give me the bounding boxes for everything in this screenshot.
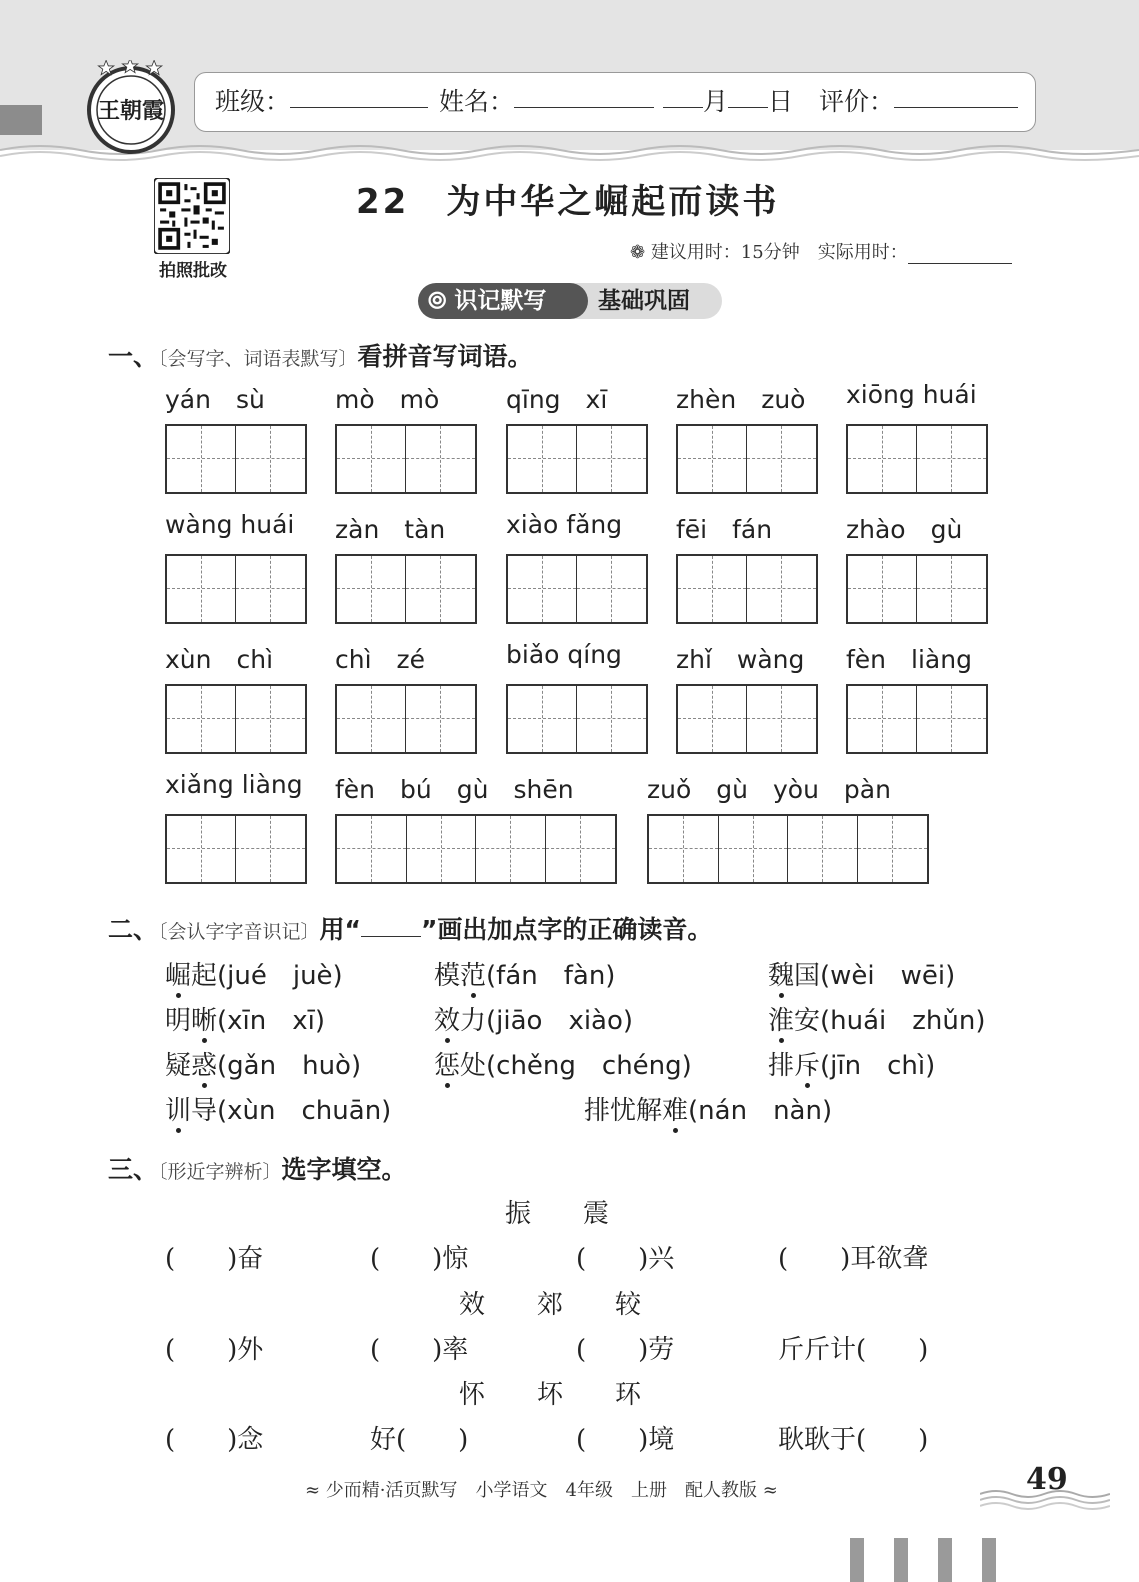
month-label: 月	[703, 87, 729, 116]
pinyin-label: xiōng huái	[846, 380, 977, 409]
writing-grid[interactable]	[846, 554, 988, 624]
fill-blank-item[interactable]: ( )境	[576, 1425, 675, 1455]
grid-cell[interactable]	[678, 426, 747, 492]
character-choices: 效 郊 较	[459, 1290, 642, 1320]
grid-cell[interactable]	[577, 686, 646, 752]
grid-cell[interactable]	[407, 816, 477, 882]
time-info	[630, 238, 1012, 264]
fill-blank-item[interactable]: ( )念	[165, 1425, 264, 1455]
pronunciation-item[interactable]: 淮安(huái zhǔn)	[768, 1000, 986, 1037]
grid-cell[interactable]	[577, 426, 646, 492]
dotted-character: 晰	[191, 1000, 217, 1037]
dotted-character: 斥	[794, 1045, 820, 1082]
writing-grid[interactable]	[506, 684, 648, 754]
clock-icon: ❁	[630, 242, 651, 263]
writing-grid[interactable]	[506, 554, 648, 624]
day-label: 日	[768, 87, 794, 116]
question-1-heading: 一、〔会写字、词语表默写〕看拼音写词语。	[108, 342, 533, 371]
writing-grid[interactable]	[335, 554, 477, 624]
time-info-text: 建议用时：15分钟 实际用时：	[650, 242, 908, 263]
pinyin-label: xiǎng liàng	[165, 770, 303, 799]
grid-cell[interactable]	[719, 816, 789, 882]
writing-grid[interactable]	[335, 814, 617, 884]
dotted-character: 范	[460, 955, 486, 992]
pinyin-label: zhào gù	[846, 515, 963, 544]
character-choices: 怀 坏 环	[459, 1380, 642, 1410]
writing-grid[interactable]	[676, 554, 818, 624]
dotted-character: 难	[662, 1090, 688, 1127]
pinyin-label: fèn bú gù shēn	[335, 775, 574, 804]
writing-grid[interactable]	[676, 424, 818, 494]
writing-grid[interactable]	[165, 814, 307, 884]
grid-cell[interactable]	[167, 816, 236, 882]
dotted-character: 效	[434, 1000, 460, 1037]
pronunciation-item[interactable]: 魏国(wèi wēi)	[768, 955, 955, 992]
dotted-character: 训	[165, 1090, 191, 1127]
pinyin-label: qīng xī	[506, 385, 608, 414]
section-badge	[418, 283, 722, 319]
grid-cell[interactable]	[848, 426, 917, 492]
pronunciation-item[interactable]: 明晰(xīn xī)	[165, 1000, 325, 1037]
pinyin-label: zhèn zuò	[676, 385, 806, 414]
grid-cell[interactable]	[236, 686, 305, 752]
grid-cell[interactable]	[747, 426, 816, 492]
fill-blank-item[interactable]: 耿耿于( )	[778, 1425, 929, 1455]
brand-logo	[84, 60, 178, 154]
character-choices: 振 震	[505, 1199, 610, 1229]
grid-cell[interactable]	[406, 556, 475, 622]
fill-blank-item[interactable]: ( )奋	[165, 1244, 264, 1274]
grid-cell[interactable]	[577, 556, 646, 622]
pinyin-label: yán sù	[165, 385, 265, 414]
class-field[interactable]	[215, 73, 428, 131]
pronunciation-item[interactable]: 模范(fán fàn)	[434, 955, 615, 992]
fill-blank-item[interactable]: ( )劳	[576, 1335, 675, 1365]
grid-cell[interactable]	[337, 816, 407, 882]
name-label: 姓名：	[439, 87, 515, 116]
fill-blank-item[interactable]: 好( )	[370, 1425, 469, 1455]
pinyin-label: zàn tàn	[335, 515, 446, 544]
grid-cell[interactable]	[167, 686, 236, 752]
footer-text: ≈ 少而精·活页默写 小学语文 4年级 上册 配人教版 ≈	[305, 1480, 778, 1501]
question-3-heading: 三、〔形近字辨析〕选字填空。	[108, 1155, 407, 1184]
student-info-bar	[194, 72, 1036, 132]
pinyin-label: fēi fán	[676, 515, 773, 544]
pronunciation-item[interactable]: 训导(xùn chuān)	[165, 1090, 391, 1127]
grid-cell[interactable]	[236, 426, 305, 492]
pronunciation-item[interactable]: 疑惑(gǎn huò)	[165, 1045, 361, 1082]
writing-grid[interactable]	[335, 684, 477, 754]
left-tab-decoration	[0, 105, 42, 135]
fill-blank-item[interactable]: ( )率	[370, 1335, 469, 1365]
page-number: 49	[1026, 1462, 1068, 1497]
pinyin-label: biǎo qíng	[506, 640, 622, 669]
pronunciation-item[interactable]: 排忧解难(nán nàn)	[584, 1090, 832, 1127]
grid-cell[interactable]	[848, 686, 917, 752]
dotted-character: 崛	[165, 955, 191, 992]
medal-icon: ⦾	[428, 288, 447, 314]
pinyin-label: zhǐ wàng	[676, 645, 805, 674]
section-main-label: ⦾ 识记默写	[418, 283, 588, 319]
page-number-wave	[980, 1486, 1110, 1512]
evaluation-field[interactable]	[819, 73, 1018, 131]
qr-label: 拍照批改	[159, 261, 227, 281]
grid-cell[interactable]	[236, 556, 305, 622]
fill-blank-item[interactable]: 斤斤计( )	[778, 1335, 929, 1365]
lesson-title: 22 为中华之崛起而读书	[356, 182, 780, 222]
grid-cell[interactable]	[167, 426, 236, 492]
writing-grid[interactable]	[165, 684, 307, 754]
dotted-character: 惑	[191, 1045, 217, 1082]
grid-cell[interactable]	[337, 686, 406, 752]
grid-cell[interactable]	[406, 686, 475, 752]
dotted-character: 惩	[434, 1045, 460, 1082]
writing-grid[interactable]	[676, 684, 818, 754]
writing-grid[interactable]	[165, 554, 307, 624]
writing-grid[interactable]	[165, 424, 307, 494]
grid-cell[interactable]	[406, 426, 475, 492]
question-2-heading: 二、〔会认字字音识记〕用“ ”画出加点字的正确读音。	[108, 910, 712, 946]
grid-cell[interactable]	[649, 816, 719, 882]
fill-blank-item[interactable]: ( )惊	[370, 1244, 469, 1274]
grid-cell[interactable]	[917, 426, 986, 492]
grid-cell[interactable]	[788, 816, 858, 882]
pinyin-label: xiào fǎng	[506, 510, 623, 539]
fill-blank-item[interactable]: ( )兴	[576, 1244, 675, 1274]
grid-cell[interactable]	[917, 686, 986, 752]
writing-grid[interactable]	[506, 424, 648, 494]
pinyin-label: chì zé	[335, 645, 426, 674]
dotted-character: 淮	[768, 1000, 794, 1037]
grid-cell[interactable]	[476, 816, 546, 882]
grid-cell[interactable]	[508, 686, 577, 752]
grid-cell[interactable]	[337, 426, 406, 492]
pinyin-label: fèn liàng	[846, 645, 972, 674]
grid-cell[interactable]	[858, 816, 928, 882]
pinyin-label: wàng huái	[165, 510, 295, 539]
writing-grid[interactable]	[846, 424, 988, 494]
writing-grid[interactable]	[335, 424, 477, 494]
name-field[interactable]	[439, 73, 654, 131]
grid-cell[interactable]	[167, 556, 236, 622]
pinyin-label: mò mò	[335, 385, 440, 414]
qr-code-icon[interactable]	[154, 178, 230, 254]
pronunciation-item[interactable]: 排斥(jīn chì)	[768, 1045, 935, 1082]
date-field[interactable]	[663, 73, 793, 131]
writing-grid[interactable]	[647, 814, 929, 884]
evaluation-label: 评价：	[819, 87, 895, 116]
grid-cell[interactable]	[508, 426, 577, 492]
writing-grid[interactable]	[846, 684, 988, 754]
pronunciation-item[interactable]: 惩处(chěng chéng)	[434, 1045, 692, 1082]
grid-cell[interactable]	[508, 556, 577, 622]
pronunciation-item[interactable]: 效力(jiāo xiào)	[434, 1000, 633, 1037]
fill-blank-item[interactable]: ( )外	[165, 1335, 264, 1365]
grid-cell[interactable]	[848, 556, 917, 622]
grid-cell[interactable]	[747, 556, 816, 622]
grid-cell[interactable]	[236, 816, 305, 882]
grid-cell[interactable]	[917, 556, 986, 622]
dotted-character: 魏	[768, 955, 794, 992]
pronunciation-item[interactable]: 崛起(jué juè)	[165, 955, 343, 992]
pinyin-label: xùn chì	[165, 645, 274, 674]
grid-cell[interactable]	[546, 816, 616, 882]
grid-cell[interactable]	[678, 686, 747, 752]
section-sub-label: 基础巩固	[568, 283, 722, 319]
pinyin-label: zuǒ gù yòu pàn	[647, 775, 891, 804]
fill-blank-item[interactable]: ( )耳欲聋	[778, 1244, 929, 1274]
grid-cell[interactable]	[337, 556, 406, 622]
class-label: 班级：	[215, 87, 291, 116]
logo-text: 王朝霞	[97, 98, 165, 124]
grid-cell[interactable]	[678, 556, 747, 622]
grid-cell[interactable]	[747, 686, 816, 752]
